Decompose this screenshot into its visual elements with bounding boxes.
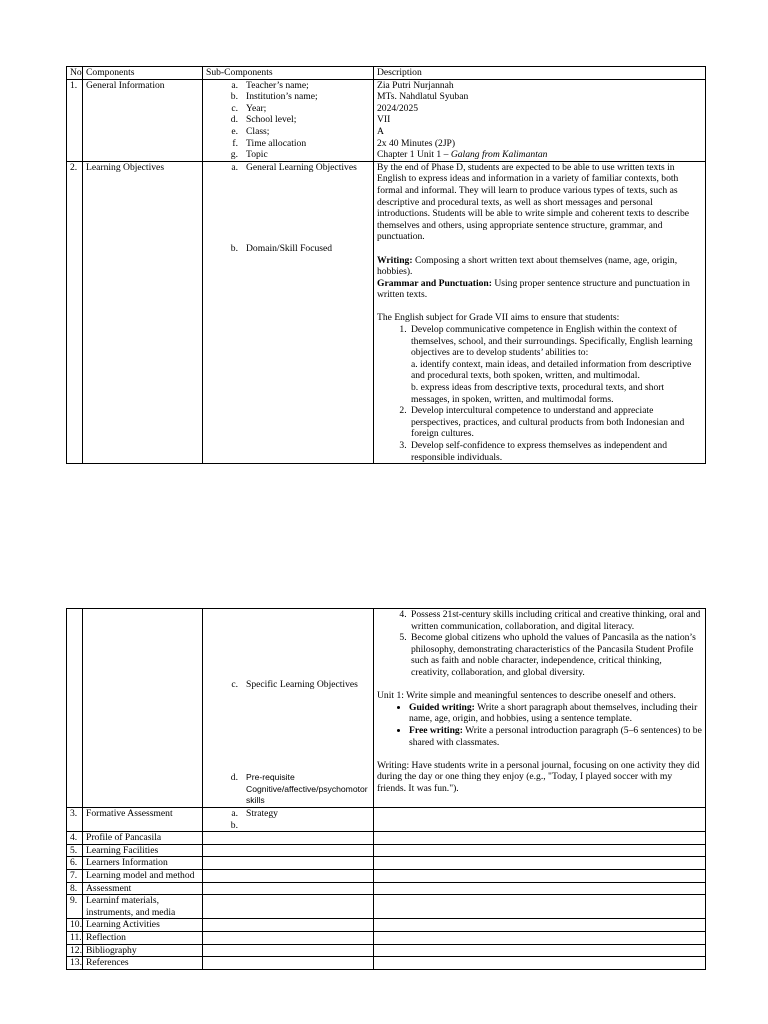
header-no: No <box>67 67 83 80</box>
list-item: 4. Possess 21st-century skills including critical and creative thinking, oral and written communication, collaboration, and digital literacy. <box>409 609 702 632</box>
header-sub-components: Sub-Components <box>203 67 374 80</box>
school-level: VII <box>377 114 391 126</box>
sub-item: g. Topic <box>230 149 268 161</box>
grammar-skill: Grammar and Punctuation: Using proper sentence structure and punctuation in written texts. <box>377 277 690 301</box>
component-name: Learning Facilities <box>83 844 203 857</box>
description-cell <box>374 79 706 161</box>
table-row <box>67 807 706 831</box>
sub-item: d. Pre-requisite Cognitive/affective/psychomotor skills <box>230 772 368 806</box>
component-name: Learning Objectives <box>83 161 203 463</box>
component-name: Learners Information <box>83 857 203 870</box>
header-description: Description <box>374 67 706 80</box>
time-allocation: 2x 40 Minutes (2JP) <box>377 137 456 149</box>
unit-objective: Unit 1: Write simple and meaningful sentences to describe oneself and others. <box>377 690 676 702</box>
sub-item: e. Class; <box>231 125 270 137</box>
sub-item: b. Institution’s name; <box>230 91 318 103</box>
row-number: 3. <box>67 807 83 831</box>
table-row: 9. Learninf materials, instruments, and media <box>67 895 706 919</box>
table-row: 8. Assessment <box>67 882 706 895</box>
list-item: • Guided writing: Write a short paragraph about themselves, including their name, age, origin, and hobbies, using a sentence template. <box>409 702 702 725</box>
table-row: 13. References <box>67 957 706 970</box>
sub-components-cell <box>203 161 374 463</box>
sub-item: f. Time allocation <box>232 137 307 149</box>
writing-skill: Writing: Composing a short written text about themselves (name, age, origin, hobbies). <box>377 254 678 278</box>
component-name: Learning model and method <box>83 869 203 882</box>
table-row: 6. Learners Information <box>67 857 706 870</box>
component-name: Profile of Pancasila <box>83 832 203 845</box>
component-name: Assessment <box>83 882 203 895</box>
list-item: 3. Develop self-confidence to express themselves as independent and responsible individuals. <box>409 440 702 463</box>
header-components: Components <box>83 67 203 80</box>
general-objectives-text: By the end of Phase D, students are expected to be able to use written texts in English to express ideas and information in a variety of familiar contexts, both formal and informal. They will learn to produce various types of texts, such as descriptive and procedural texts, as well as short messages and personal introductions. Students will be able to write simple and coherent texts to describe themselves and others, using appropriate sentence structure, grammar, and punctuation. <box>377 161 689 243</box>
table-row: 12. Bibliography <box>67 944 706 957</box>
table-row <box>67 79 706 161</box>
table-row <box>67 161 706 463</box>
component-name: General Information <box>83 79 203 161</box>
year: 2024/2025 <box>377 102 419 114</box>
row-number: 1. <box>67 79 83 161</box>
lesson-plan-table-page2 <box>66 608 706 970</box>
table-row: 7. Learning model and method <box>67 869 706 882</box>
sub-item: a. Teacher’s name; <box>231 79 309 91</box>
aims-list-continued <box>377 609 702 679</box>
teacher-name: Zia Putri Nurjannah <box>377 79 454 91</box>
component-name: Learninf materials, instruments, and media <box>83 895 203 919</box>
sub-item: d. School level; <box>230 114 297 126</box>
table-header-row <box>67 67 706 80</box>
lesson-plan-table-page1 <box>66 66 706 464</box>
sub-item: c. Year; <box>231 102 267 114</box>
list-item: 5. Become global citizens who uphold the values of Pancasila as the nation’s philosophy, demonstrating characteristics of the Pancasila Student Profile such as faith and noble character, independence, critical thinking, creativity, collaboration, and global diversity. <box>409 632 702 678</box>
list-item: 2. Develop intercultural competence to understand and appreciate perspectives, practices, and cultural products from both Indonesian and foreign cultures. <box>409 405 702 440</box>
description-cell <box>374 609 706 808</box>
class: A <box>377 125 384 137</box>
component-name: Reflection <box>83 931 203 944</box>
sub-item: c. Specific Learning Objectives <box>231 678 358 690</box>
table-row: 4. Profile of Pancasila <box>67 832 706 845</box>
sub-item: a. Strategy <box>231 807 278 819</box>
writing-activities <box>377 702 702 748</box>
aims-list <box>377 324 702 463</box>
list-item: • Free writing: Write a personal introduction paragraph (5–6 sentences) to be shared with classmates. <box>409 725 702 748</box>
sub-item: b. Domain/Skill Focused <box>230 242 333 254</box>
component-name: Bibliography <box>83 944 203 957</box>
sub-item: b. <box>230 819 238 831</box>
list-item: 1. Develop communicative competence in English within the context of themselves, school, and their surroundings. Specifically, English learning objectives are to develop students’ abilities to: a. identify context, main ideas, and detailed information from descriptive and procedural texts, both spoken, written, and multimodal. b. express ideas from descriptive texts, procedural texts, and short messages, in spoken, written, and multimodal forms. <box>409 324 702 405</box>
table-row: 10. Learning Activities <box>67 919 706 932</box>
sub-components-cell <box>203 79 374 161</box>
institution-name: MTs. Nahdlatul Syuban <box>377 91 469 103</box>
prerequisite-text: Writing: Have students write in a personal journal, focusing on one activity they did during the day or one thing they enjoy (e.g., "Today, I played soccer with my friends. It was fun."). <box>377 759 700 794</box>
sub-components-cell <box>203 807 374 831</box>
topic: Chapter 1 Unit 1 – Galang from Kalimantan <box>377 149 548 161</box>
row-number: 2. <box>67 161 83 463</box>
component-name: Formative Assessment <box>83 807 203 831</box>
aims-intro: The English subject for Grade VII aims to ensure that students: <box>377 312 620 324</box>
sub-item: a. General Learning Objectives <box>231 161 357 173</box>
table-row <box>67 609 706 808</box>
component-name: References <box>83 957 203 970</box>
table-row: 5. Learning Facilities <box>67 844 706 857</box>
table-row: 11. Reflection <box>67 931 706 944</box>
component-name: Learning Activities <box>83 919 203 932</box>
description-cell <box>374 161 706 463</box>
sub-components-cell <box>203 609 374 808</box>
